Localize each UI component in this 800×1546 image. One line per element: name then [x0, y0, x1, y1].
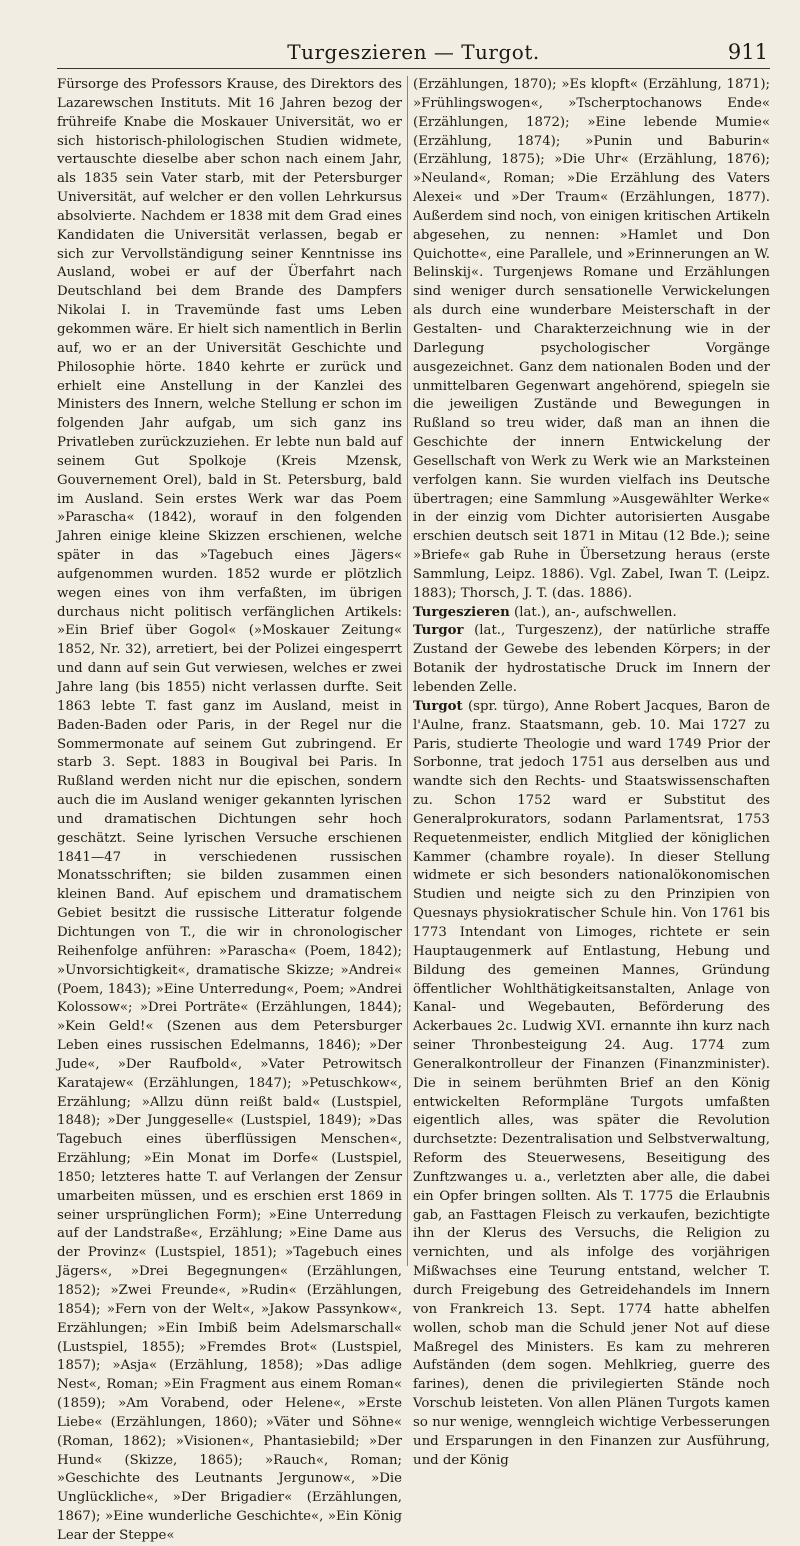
right-column-continuation: (Erzählungen, 1870); »Es klopft« (Erzählung, 1871); »Frühlingswogen«, »Tscherptochanows Ende« (Erzählungen, 1872); »Eine lebende Mumie« (Erzählung, 1874); »Punin und Baburin« (Erzählung, 1875); »Die Uhr« (Erzählung, 1876); »Neuland«, Roman; »Die Erzählung des Vaters Alexei« und »Der Traum« (Erzählungen, 1877). Außerdem sind noch, von einigen kritischen Artikeln abgesehen, zu nennen: »Hamlet und Don Quichotte«, eine Parallele, und »Erinnerungen an W. Belinskij«. Turgenjews Romane und Erzählungen sind weniger durch sensationelle Verwickelungen als durch eine wunderbare Meisterschaft in der Gestalten- und Charakterzeichnung wie in der Darlegung psychologischer Vorgänge ausgezeichnet. Ganz dem nationalen Boden und der unmittelbaren Gegenwart angehörend, spiegeln sie die jeweiligen Zustände und Bewegungen in Rußland so treu wider, daß man an ihnen die Geschichte der innern Entwickelung der Gesellschaft von Werk zu Werk wie an Marksteinen verfolgen kann. Sie wurden vielfach ins Deutsche übertragen; eine Sammlung »Ausgewählter Werke« in der einzig vom Dichter autorisierten Ausgabe erschien deutsch seit 1871 in Mitau (12 Bde.); seine »Briefe« gab Ruhe in Übersetzung heraus (erste Sammlung, Leipz. 1886). Vgl. Zabel, Iwan T. (Leipz. 1883); Thorsch, J. T. (das. 1886). — [413, 77, 770, 601]
entry-headword: Turgot — [413, 698, 463, 714]
page-number: 911 — [727, 40, 768, 64]
entry-body: (lat.), an-, aufschwellen. — [509, 604, 677, 620]
entry-turgor — [413, 622, 770, 697]
running-title: Turgeszieren — Turgot. — [287, 40, 540, 64]
left-column-text: Fürsorge des Professors Krause, des Direktors des Lazarewschen Instituts. Mit 16 Jahren bezog der frühreife Knabe die Moskauer Universität, wo er sich historisch-philologischen Studien widmete, vertauschte dieselbe aber schon nach einem Jahr, als 1835 sein Vater starb, mit der Petersburger Universität, auf welcher er den vollen Lehrkursus absolvierte. Nachdem er 1838 mit dem Grad eines Kandidaten die Universität verlassen, begab er sich zur Vervollständigung seiner Kenntnisse ins Ausland, wobei er auf der Überfahrt nach Deutschland bei dem Brande des Dampfers Nikolai I. in Travemünde fast ums Leben gekommen wäre. Er hielt sich namentlich in Berlin auf, wo er an der Universität Geschichte und Philosophie hörte. 1840 kehrte er zurück und erhielt eine Anstellung in der Kanzlei des Ministers des Innern, welche Stellung er schon im folgenden Jahr aufgab, um sich ganz ins Privatleben zurückzuziehen. Er lebte nun bald auf seinem Gut Spolkoje (Kreis Mzensk, Gouvernement Orel), bald in St. Petersburg, bald im Ausland. Sein erstes Werk war das Poem »Paraschа« (1842), worauf in den folgenden Jahren einige kleine Skizzen erschienen, welche später in das »Tagebuch eines Jägers« aufgenommen wurden. 1852 wurde er plötzlich wegen eines von ihm verfaßten, im übrigen durchaus nicht politisch verfänglichen Artikels: »Ein Brief über Gogol« (»Moskauer Zeitung« 1852, Nr. 32), arretiert, bei der Polizei eingesperrt und dann auf sein Gut verwiesen, welches er zwei Jahre lang (bis 1855) nicht verlassen durfte. Seit 1863 lebte T. fast ganz im Ausland, meist in Baden-Baden oder Paris, in der Regel nur die Sommermonate auf seinem Gut zubringend. Er starb 3. Sept. 1883 in Bougival bei Paris. In Rußland werden nicht nur die epischen, sondern auch die im Ausland weniger gekannten lyrischen und dramatischen Dichtungen sehr hoch geschätzt. Seine lyrischen Versuche erschienen 1841—47 in verschiedenen russischen Monatsschriften; sie bilden zusammen einen kleinen Band. Auf epischem und dramatischem Gebiet besitzt die russische Litteratur folgende Dichtungen von T., die wir in chronologischer Reihenfolge anführen: »Parascha« (Poem, 1842); »Unvorsichtigkeit«, dramatische Skizze; »Andrei« (Poem, 1843); »Eine Unterredung«, Poem; »Andrei Kolossow«; »Drei Porträte« (Erzählungen, 1844); »Kein Geld!« (Szenen aus dem Petersburger Leben eines russischen Edelmanns, 1846); »Der Jude«, »Der Raufbold«, »Vater Petrowitsch Karatajew« (Erzählungen, 1847); »Petuschkow«, Erzählung; »Allzu dünn reißt bald« (Lustspiel, 1848); »Der Junggeselle« (Lustspiel, 1849); »Das Tagebuch eines überflüssigen Menschen«, Erzählung; »Ein Monat im Dorfe« (Lustspiel, 1850; letzteres hatte T. auf Verlangen der Zensur umarbeiten müssen, und es erschien erst 1869 in seiner ursprünglichen Form); »Eine Unterredung auf der Landstraße«, Erzählung; »Eine Dame aus der Provinz« (Lustspiel, 1851); »Tagebuch eines Jägers«, »Drei Begegnungen« (Erzählungen, 1852); »Zwei Freunde«, »Rudin« (Erzählungen, 1854); »Fern von der Welt«, »Jakow Passynkow«, Erzählungen; »Ein Imbiß beim Adelsmarschall« (Lustspiel, 1855); »Fremdes Brot« (Lustspiel, 1857); »Asja« (Erzählung, 1858); »Das adlige Nest«, Roman; »Ein Fragment aus einem Roman« (1859); »Am Vorabend, oder Helene«, »Erste Liebe« (Erzählungen, 1860); »Väter und Söhne« (Roman, 1862); »Visionen«, Phantasiebild; »Der Hund« (Skizze, 1865); »Rauch«, Roman; »Geschichte des Leutnants Jergunow«, »Die Unglückliche«, »Der Brigadier« (Erzählungen, 1867); »Eine wunderliche Geschichte«, »Ein König Lear der Steppe« — [57, 77, 402, 1543]
column-divider — [407, 76, 408, 1266]
entry-turgeszieren — [413, 604, 770, 623]
entry-headword: Turgor — [413, 623, 464, 639]
entry-body: (lat., Turgeszenz), der natürliche straffe Zustand der Gewebe des lebenden Körpers; in der Botanik der hydrostatische Druck im Innern der lebenden Zelle. — [413, 623, 770, 695]
page-header — [57, 38, 770, 69]
entry-body: (spr. türgo), Anne Robert Jacques, Baron de l'Aulne, franz. Staatsmann, geb. 10. Mai 1727 zu Paris, studierte Theologie und ward 1749 Prior der Sorbonne, trat jedoch 1751 aus derselben aus und wandte sich den Rechts- und Staatswissenschaften zu. Schon 1752 ward er Substitut des Generalprokurators, sodann Parlamentsrat, 1753 Requetenmeister, endlich Mitglied der königlichen Kammer (chambre royale). In dieser Stellung widmete er sich besonders nationalökonomischen Studien und neigte sich zu den Prinzipien von Quesnays physiokratischer Schule hin. Von 1761 bis 1773 Intendant von Limoges, richtete er sein Hauptaugenmerk auf Entlastung, Hebung und Bildung des gemeinen Mannes, Gründung öffentlicher Wohlthätigkeitsanstalten, Anlage von Kanal- und Wegebauten, Beförderung des Ackerbaues 2c. Ludwig XVI. ernannte ihn kurz nach seiner Thronbesteigung 24. Aug. 1774 zum Generalkontrolleur der Finanzen (Finanzminister). Die in seinem berühmten Brief an den König entwickelten Reformpläne Turgots umfaßten eigentlich alles, was später die Revolution durchsetzte: Dezentralisation und Selbstverwaltung, Reform des Steuerwesens, Beseitigung des Zunftzwanges u. a., verletzten aber alle, die dabei ein Opfer bringen sollten. Als T. 1775 die Erlaubnis gab, an Fasttagen Fleisch zu verkaufen, bezichtigte ihn der Klerus des Versuchs, die Religion zu vernichten, und als infolge des vorjährigen Mißwachses eine Teurung entstand, welcher T. durch Freigebung des Getreidehandels im Innern von Frankreich 13. Sept. 1774 hatte abhelfen wollen, schob man die Schuld jener Not auf diese Maßregel des Ministers. Es kam zu mehreren Aufständen (dem sogen. Mehlkrieg, guerre des farines), denen die privilegierten Stände noch Vorschub leisteten. Von allen Plänen Turgots kamen so nur wenige, wenngleich wichtige Verbesserungen und Ersparungen in den Finanzen zur Ausführung, und der König — [413, 698, 770, 1468]
right-column — [413, 76, 770, 1470]
entry-turgot — [413, 698, 770, 1471]
entry-headword: Turgeszieren — [413, 604, 510, 620]
left-column — [57, 76, 402, 1546]
